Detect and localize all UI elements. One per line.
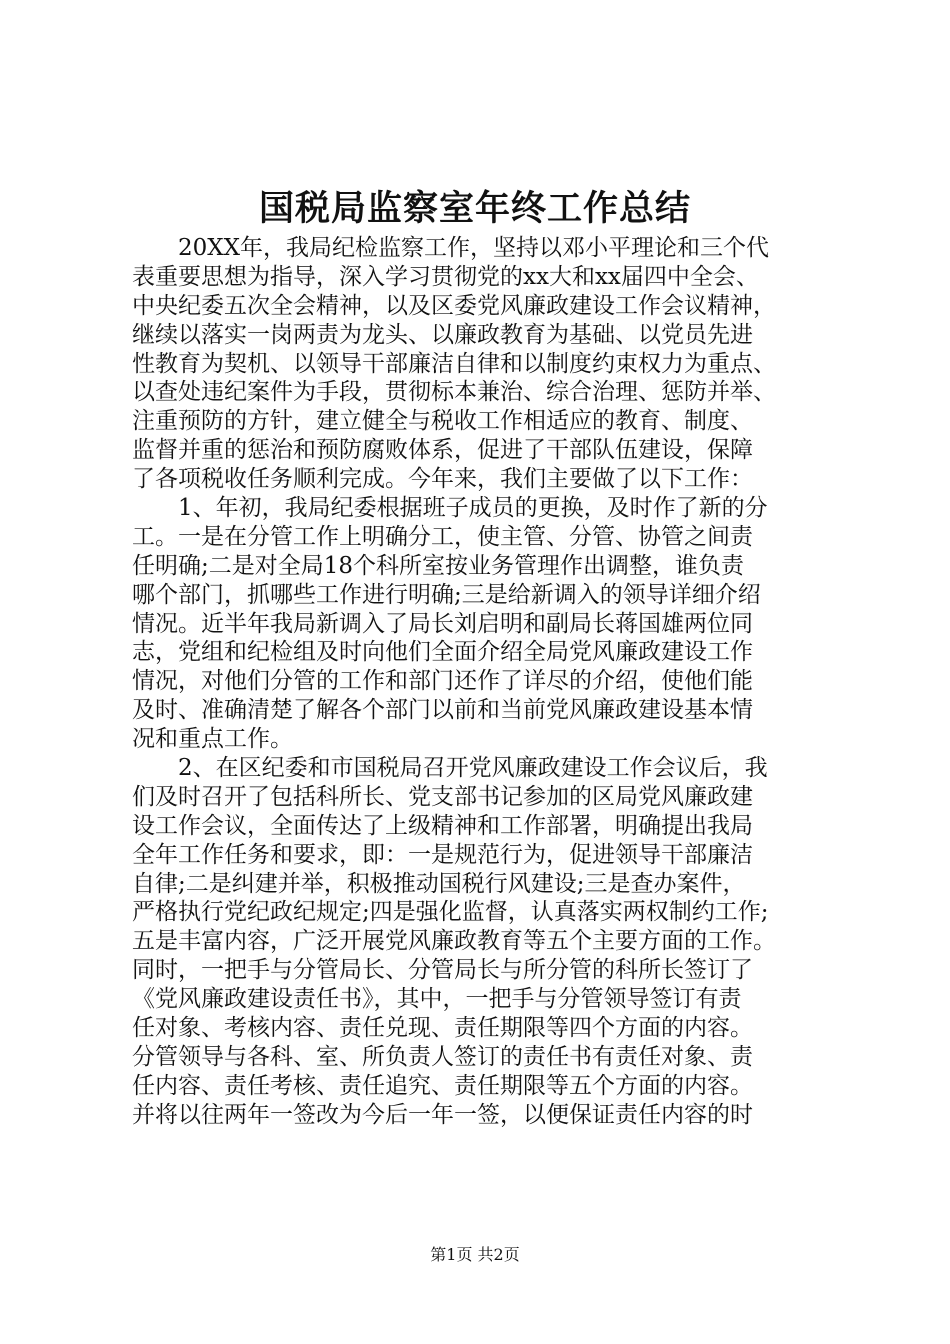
text-line: 哪个部门，抓哪些工作进行明确;三是给新调入的领导详细介绍 [132, 581, 761, 608]
text-line: 性教育为契机、以领导干部廉洁自律和以制度约束权力为重点、 [132, 350, 776, 377]
text-line: 全年工作任务和要求，即：一是规范行为，促进领导干部廉洁 [132, 841, 753, 868]
text-line: 同时，一把手与分管局长、分管局长与所分管的科所长签订了 [132, 957, 753, 984]
text-line: 《党风廉政建设责任书》，其中，一把手与分管领导签订有责 [132, 986, 742, 1013]
text-line: 以查处违纪案件为手段，贯彻标本兼治、综合治理、惩防并举、 [132, 379, 776, 406]
text-line: 20XX年，我局纪检监察工作，坚持以邓小平理论和三个代 [178, 235, 770, 261]
text-line: 监督并重的惩治和预防腐败体系，促进了干部队伍建设，保障 [132, 437, 753, 464]
text-line: 注重预防的方针，建立健全与税收工作相适应的教育、制度、 [132, 408, 753, 435]
document-body [132, 234, 832, 1130]
text-line: 志，党组和纪检组及时向他们全面介绍全局党风廉政建设工作 [132, 639, 753, 666]
text-line: 设工作会议，全面传达了上级精神和工作部署，明确提出我局 [132, 812, 753, 839]
text-line: 2、在区纪委和市国税局召开党风廉政建设工作会议后，我 [178, 755, 768, 782]
document-title: 国税局监察室年终工作总结 [258, 188, 691, 229]
text-line: 工。一是在分管工作上明确分工，使主管、分管、协管之间责 [132, 523, 753, 550]
text-line: 中央纪委五次全会精神，以及区委党风廉政建设工作会议精神， [132, 292, 776, 319]
text-line: 况和重点工作。 [132, 726, 293, 753]
text-line: 及时、准确清楚了解各个部门以前和当前党风廉政建设基本情 [132, 697, 753, 724]
text-line: 继续以落实一岗两责为龙头、以廉政教育为基础、以党员先进 [132, 321, 753, 348]
text-line: 了各项税收任务顺利完成。今年来，我们主要做了以下工作： [132, 466, 753, 493]
text-line: 任内容、责任考核、责任追究、责任期限等五个方面的内容。 [132, 1072, 753, 1099]
text-line: 任对象、考核内容、责任兑现、责任期限等四个方面的内容。 [132, 1015, 753, 1042]
text-line: 五是丰富内容，广泛开展党风廉政教育等五个主要方面的工作。 [132, 928, 776, 955]
text-line: 1、年初，我局纪委根据班子成员的更换，及时作了新的分 [178, 495, 768, 522]
text-line: 表重要思想为指导，深入学习贯彻党的xx大和xx届四中全会、 [132, 263, 759, 290]
text-line: 分管领导与各科、室、所负责人签订的责任书有责任对象、责 [132, 1043, 753, 1070]
text-line: 们及时召开了包括科所长、党支部书记参加的区局党风廉政建 [132, 783, 753, 810]
text-line: 自律;二是纠建并举，积极推动国税行风建设;三是查办案件， [132, 870, 746, 897]
page-footer: 第1页 共2页 [430, 1245, 520, 1264]
text-line: 情况，对他们分管的工作和部门还作了详尽的介绍，使他们能 [132, 668, 753, 695]
text-line: 情况。近半年我局新调入了局长刘启明和副局长蒋国雄两位同 [132, 610, 753, 637]
text-line: 任明确;二是对全局18个科所室按业务管理作出调整，谁负责 [132, 552, 745, 579]
text-line: 并将以往两年一签改为今后一年一签，以便保证责任内容的时 [132, 1101, 753, 1128]
text-line: 严格执行党纪政纪规定;四是强化监督，认真落实两权制约工作; [132, 899, 769, 926]
